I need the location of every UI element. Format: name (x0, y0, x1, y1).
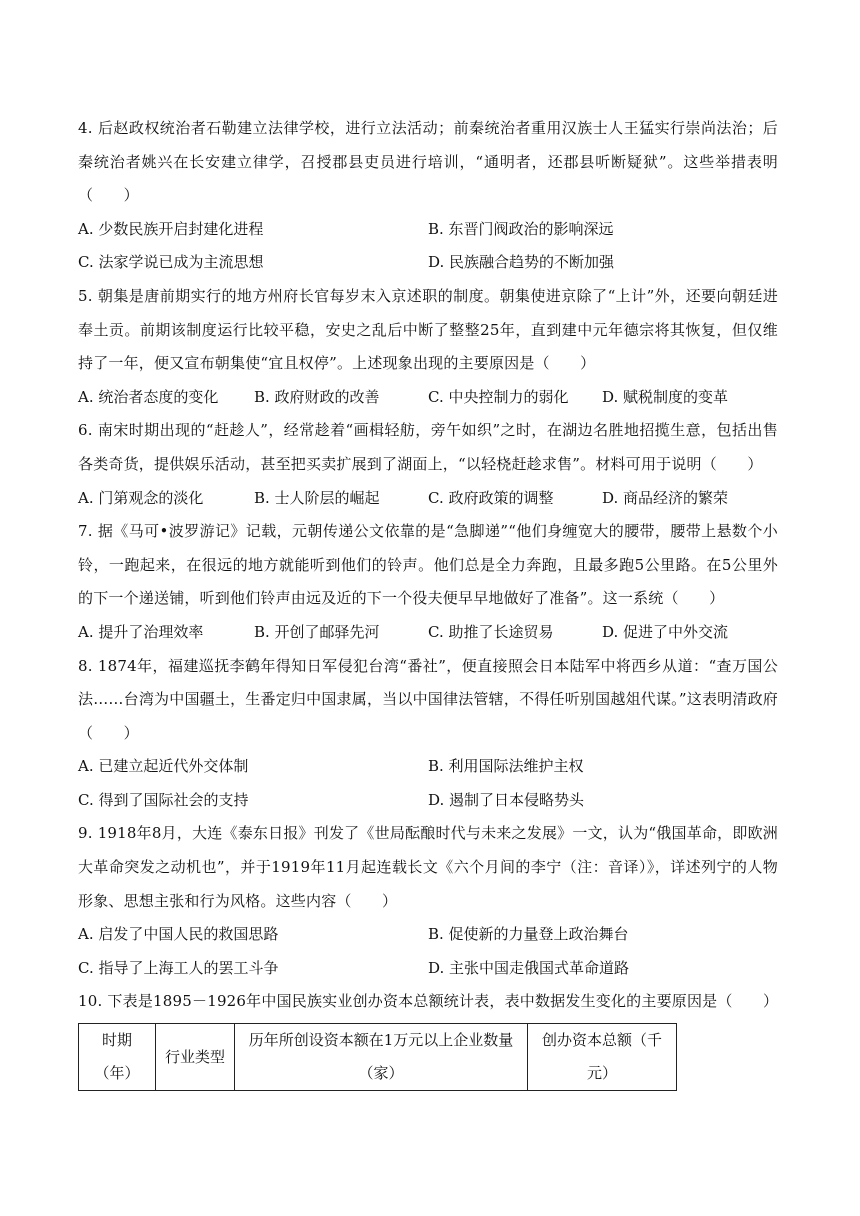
option-c: C. 得到了国际社会的支持 (78, 790, 249, 809)
option-a: A. 门第观念的淡化 (78, 488, 204, 507)
question-stem: 5. 朝集是唐前期实行的地方州府长官每岁末入京述职的制度。朝集使进京除了“上计”外，还要向朝廷进奉土贡。前期该制度运行比较平稳，安史之乱后中断了整整25年，直到建中元年德宗将其恢复，但仅维持了一年，便又宣布朝集使“宜且权停”。上述现象出现的主要原因是（ ） (78, 286, 778, 373)
option-a: A. 启发了中国人民的救国思路 (78, 925, 279, 944)
option-c: C. 中央控制力的弱化 (428, 387, 569, 406)
option-b: B. 东晋门阀政治的影响深远 (428, 219, 614, 238)
header-industry-type: 行业类型 (156, 1024, 235, 1091)
question-stem: 10. 下表是1895－1926年中国民族实业创办资本总额统计表，表中数据发生变化的主要原因是（ ） (78, 992, 779, 1011)
option-b: B. 政府财政的改善 (254, 387, 380, 406)
option-c: C. 法家学说已成为主流思想 (78, 253, 264, 272)
question-stem: 4. 后赵政权统治者石勒建立法律学校，进行立法活动；前秦统治者重用汉族士人王猛实行崇尚法治；后秦统治者姚兴在长安建立律学，召授郡县吏员进行培训，“通明者，还郡县听断疑狱”。这些举措表明（ ） (78, 119, 778, 205)
option-a: A. 已建立起近代外交体制 (78, 757, 249, 776)
option-d: D. 民族融合趋势的不断加强 (428, 253, 615, 272)
option-d: D. 赋税制度的变革 (602, 387, 729, 406)
question-stem: 8. 1874年，福建巡抚李鹤年得知日军侵犯台湾“番社”，便直接照会日本陆军中将西乡从道：“查万国公法……台湾为中国疆土，生番定归中国隶属，当以中国律法管辖，不得任听别国越俎代谋。”这表明清政府（ ） (78, 656, 778, 742)
option-c: C. 政府政策的调整 (428, 488, 554, 507)
question-7 (78, 515, 778, 649)
option-a: A. 统治者态度的变化 (78, 387, 219, 406)
question-10 (78, 985, 778, 1091)
option-a: A. 提升了治理效率 (78, 622, 204, 641)
option-d: D. 遏制了日本侵略势头 (428, 790, 585, 809)
option-a: A. 少数民族开启封建化进程 (78, 219, 264, 238)
exam-page (78, 112, 778, 1091)
question-6 (78, 414, 778, 515)
header-capital-total: 创办资本总额（千元） (528, 1024, 677, 1091)
question-4 (78, 112, 778, 280)
option-d: D. 主张中国走俄国式革命道路 (428, 958, 630, 977)
table-header-row (79, 1024, 677, 1091)
option-d: D. 促进了中外交流 (602, 622, 729, 641)
header-period: 时期（年） (79, 1024, 156, 1091)
option-c: C. 助推了长途贸易 (428, 622, 554, 641)
option-c: C. 指导了上海工人的罢工斗争 (78, 958, 279, 977)
question-stem: 6. 南宋时期出现的“赶趁人”，经常趁着“画楫轻舫，旁午如织”之时，在湖边名胜地招揽生意，包括出售各类奇货，提供娱乐活动，甚至把买卖扩展到了湖面上，“以轻桡赶趁求售”。材料可用于说明（ ） (78, 421, 778, 473)
option-b: B. 利用国际法维护主权 (428, 757, 584, 776)
question-8 (78, 650, 778, 818)
header-enterprise-count: 历年所创设资本额在1万元以上企业数量（家） (235, 1024, 528, 1091)
question-stem: 7. 据《马可•波罗游记》记载，元朝传递公文依靠的是“急脚递”“他们身缠宽大的腰带，腰带上悬数个小铃，一跑起来，在很远的地方就能听到他们的铃声。他们总是全力奔跑，且最多跑5公里路。在5公里外的下一个递送铺，听到他们铃声由远及近的下一个役夫便早早地做好了准备”。这一系统（ ） (78, 522, 778, 608)
statistics-table (78, 1023, 677, 1091)
question-9 (78, 817, 778, 985)
option-b: B. 促使新的力量登上政治舞台 (428, 925, 629, 944)
question-5 (78, 280, 778, 414)
option-d: D. 商品经济的繁荣 (602, 488, 729, 507)
option-b: B. 开创了邮驿先河 (254, 622, 380, 641)
option-b: B. 士人阶层的崛起 (254, 488, 380, 507)
question-stem: 9. 1918年8月，大连《泰东日报》刊发了《世局酝酿时代与未来之发展》一文，认为“俄国革命，即欧洲大革命突发之动机也”，并于1919年11月起连载长文《六个月间的李宁（注：音译）》，详述列宁的人物形象、思想主张和行为风格。这些内容（ ） (78, 824, 778, 910)
